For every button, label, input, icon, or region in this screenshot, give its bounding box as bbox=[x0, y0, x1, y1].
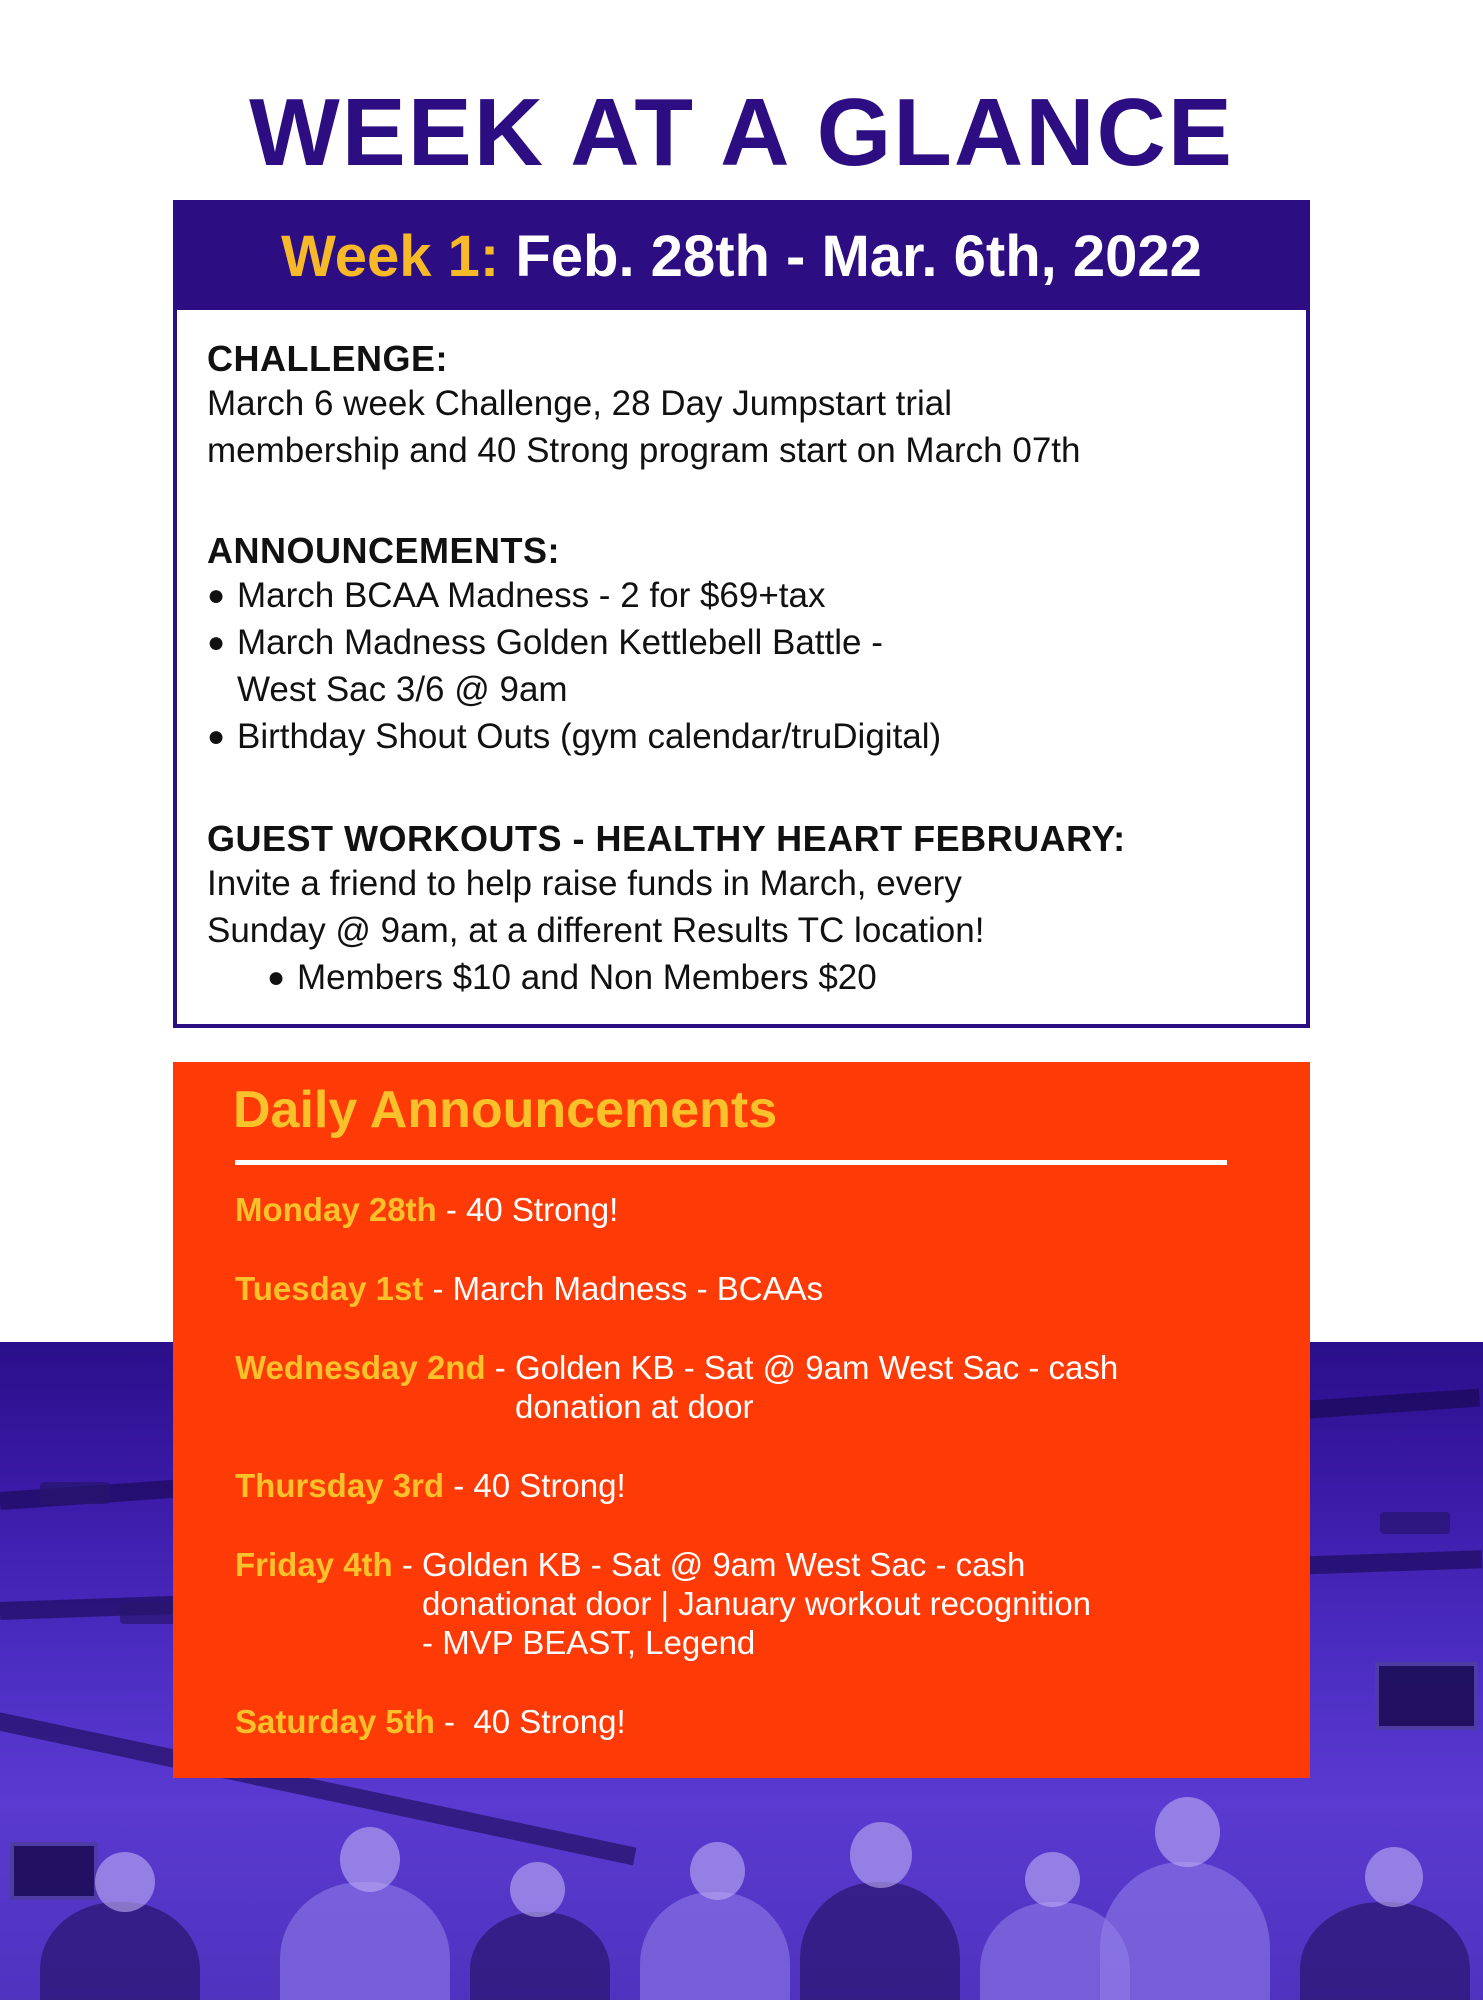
page-title: WEEK AT A GLANCE bbox=[249, 79, 1234, 186]
day-row-thursday: Thursday 3rd - 40 Strong! bbox=[235, 1467, 626, 1504]
challenge-line: membership and 40 Strong program start on March 07th bbox=[207, 431, 1081, 470]
week-summary-box bbox=[173, 200, 1310, 1028]
guest-line: Sunday @ 9am, at a different Results TC location! bbox=[207, 911, 985, 950]
bullet-icon: ● bbox=[267, 961, 286, 994]
list-item-continuation: West Sac 3/6 @ 9am bbox=[237, 670, 568, 709]
list-item: ● Birthday Shout Outs (gym calendar/truDigital) bbox=[207, 713, 941, 760]
guest-heading: GUEST WORKOUTS - HEALTHY HEART FEBRUARY: bbox=[207, 818, 1126, 859]
daily-title: Daily Announcements bbox=[233, 1081, 778, 1139]
guest-line: Invite a friend to help raise funds in March, every bbox=[207, 864, 962, 903]
day-row-saturday: Saturday 5th - 40 Strong! bbox=[235, 1703, 626, 1740]
list-item: ● March BCAA Madness - 2 for $69+tax bbox=[207, 572, 941, 619]
week-header bbox=[177, 204, 1306, 310]
week-dates: Feb. 28th - Mar. 6th, 2022 bbox=[515, 224, 1202, 289]
challenge-heading: CHALLENGE: bbox=[207, 338, 448, 379]
announcements-section bbox=[207, 530, 941, 760]
bullet-icon: ● bbox=[207, 626, 226, 659]
daily-announcements-box bbox=[173, 1062, 1310, 1778]
week-label: Week 1: bbox=[281, 224, 500, 289]
day-row-wednesday: Wednesday 2nd - Golden KB - Sat @ 9am West Sac - cash donation at door bbox=[235, 1349, 1119, 1425]
challenge-line: March 6 week Challenge, 28 Day Jumpstart trial bbox=[207, 384, 953, 423]
guest-workouts-section bbox=[207, 818, 1126, 1001]
divider bbox=[235, 1160, 1227, 1165]
announcements-heading: ANNOUNCEMENTS: bbox=[207, 530, 560, 571]
bullet-icon: ● bbox=[207, 579, 226, 612]
day-row-tuesday: Tuesday 1st - March Madness - BCAAs bbox=[235, 1270, 824, 1307]
bullet-icon: ● bbox=[207, 720, 226, 753]
list-item: ● March Madness Golden Kettlebell Battle - bbox=[207, 619, 941, 666]
list-item: ● Members $10 and Non Members $20 bbox=[207, 954, 1126, 1001]
day-row-friday: Friday 4th - Golden KB - Sat @ 9am West Sac - cash donationat door | January workout recognition - MVP BEAST, Legend bbox=[235, 1546, 1092, 1661]
challenge-section bbox=[207, 338, 1081, 474]
day-row-monday: Monday 28th - 40 Strong! bbox=[235, 1191, 619, 1228]
